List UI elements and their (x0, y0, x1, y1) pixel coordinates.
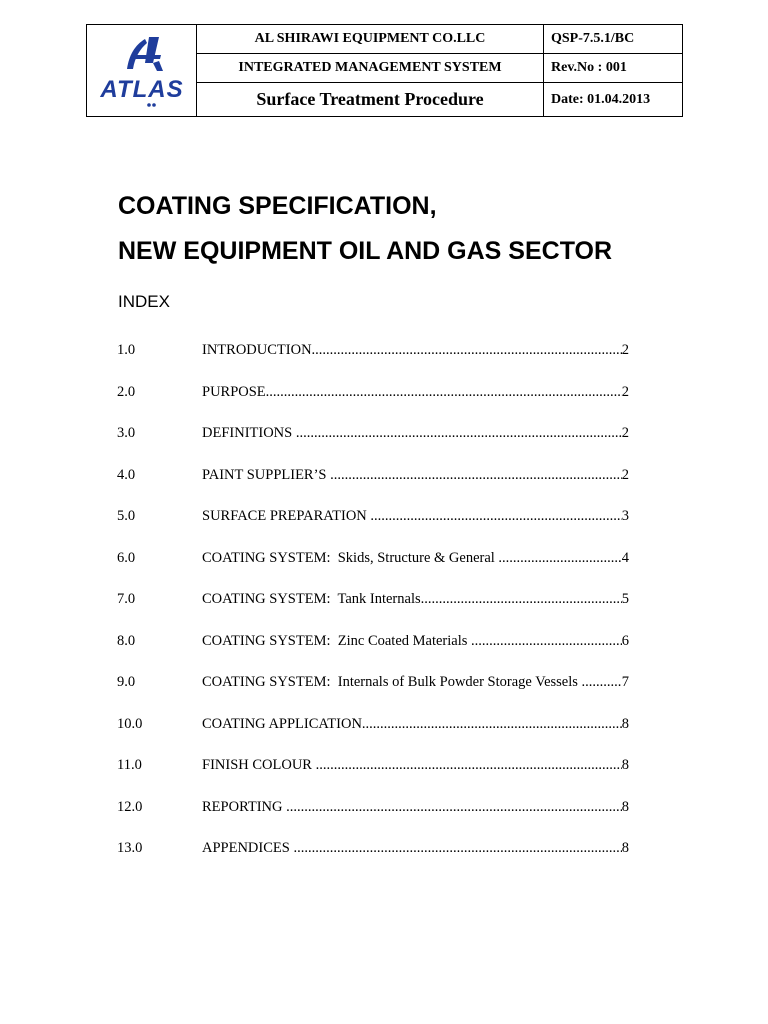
toc-number: 6.0 (117, 550, 136, 566)
toc-page-number: 7 (621, 674, 629, 690)
toc-title: COATING SYSTEM: Skids, Structure & General (202, 550, 499, 566)
toc-entry (202, 382, 629, 402)
toc-title: FINISH COLOUR (202, 757, 316, 773)
document-code: QSP-7.5.1/BC (551, 31, 635, 46)
toc-item (117, 797, 629, 817)
toc-dot-leader (312, 340, 622, 360)
toc-dot-leader (498, 548, 621, 568)
toc-page-number: 2 (621, 342, 629, 358)
toc-item (117, 465, 629, 485)
logo-cell (87, 25, 197, 116)
toc-number: 9.0 (117, 674, 136, 690)
company-name: AL SHIRAWI EQUIPMENT CO.LLC (197, 25, 544, 53)
toc-item (117, 548, 629, 568)
management-system: INTEGRATED MANAGEMENT SYSTEM (197, 54, 544, 82)
logo-wordmark: ATLAS (100, 76, 184, 103)
document-title-line2: NEW EQUIPMENT OIL AND GAS SECTOR (118, 237, 613, 265)
toc-title: REPORTING (202, 799, 287, 815)
toc-dot-leader (471, 631, 622, 651)
toc-dot-leader (582, 672, 622, 692)
document-date: Date: 01.04.2013 (551, 91, 651, 107)
toc-dot-leader (266, 382, 622, 402)
toc-entry (202, 714, 629, 734)
toc-page-number: 8 (621, 799, 629, 815)
toc-number: 4.0 (117, 467, 136, 483)
toc-title: COATING SYSTEM: Zinc Coated Materials (202, 633, 472, 649)
toc-entry (202, 340, 629, 360)
toc-page-number: 2 (621, 384, 629, 400)
atlas-logo-icon (87, 25, 197, 116)
toc-entry (202, 465, 629, 485)
toc-title: PURPOSE (202, 384, 266, 400)
procedure-title: Surface Treatment Procedure (197, 83, 544, 116)
toc-dot-leader (296, 423, 622, 443)
toc-entry (202, 631, 629, 651)
toc-item (117, 714, 629, 734)
toc-dot-leader (286, 797, 622, 817)
toc-dot-leader (421, 589, 622, 609)
toc-entry (202, 755, 629, 775)
toc-number: 13.0 (117, 840, 143, 856)
toc-item (117, 755, 629, 775)
toc-title: COATING SYSTEM: Internals of Bulk Powder Storage Vessels (202, 674, 582, 690)
toc-page-number: 4 (621, 550, 629, 566)
toc-title: INTRODUCTION (202, 342, 312, 358)
toc-title: COATING APPLICATION (202, 716, 362, 732)
toc-entry (202, 548, 629, 568)
toc-page-number: 6 (621, 633, 629, 649)
toc-page-number: 2 (621, 467, 629, 483)
toc-dot-leader (362, 714, 622, 734)
toc-item (117, 506, 629, 526)
toc-title: COATING SYSTEM: Tank Internals (202, 591, 421, 607)
toc-entry (202, 423, 629, 443)
toc-number: 12.0 (117, 799, 143, 815)
toc-title: PAINT SUPPLIER’S (202, 467, 331, 483)
toc-entry (202, 838, 629, 858)
toc-dot-leader (316, 755, 622, 775)
toc-number: 3.0 (117, 425, 136, 441)
toc-number: 5.0 (117, 508, 136, 524)
toc-page-number: 8 (621, 840, 629, 856)
toc-entry (202, 672, 629, 692)
toc-item (117, 589, 629, 609)
toc-number: 11.0 (117, 757, 142, 773)
toc-item (117, 382, 629, 402)
toc-number: 7.0 (117, 591, 136, 607)
toc-title: SURFACE PREPARATION (202, 508, 371, 524)
toc-entry (202, 506, 629, 526)
toc-number: 2.0 (117, 384, 136, 400)
toc-item (117, 340, 629, 360)
toc-item (117, 672, 629, 692)
toc-page-number: 8 (621, 716, 629, 732)
toc-number: 8.0 (117, 633, 136, 649)
toc-entry (202, 797, 629, 817)
header-row-company (197, 25, 682, 54)
header-row-procedure (197, 83, 682, 116)
toc-number: 1.0 (117, 342, 136, 358)
toc-page-number: 8 (621, 757, 629, 773)
toc-number: 10.0 (117, 716, 143, 732)
toc-dot-leader (370, 506, 621, 526)
toc-page-number: 5 (621, 591, 629, 607)
index-heading: INDEX (118, 292, 170, 311)
revision-number: Rev.No : 001 (551, 60, 627, 75)
toc-title: APPENDICES (202, 840, 294, 856)
header-row-system (197, 54, 682, 83)
toc-item (117, 423, 629, 443)
toc-dot-leader (293, 838, 621, 858)
document-title-line1: COATING SPECIFICATION, (118, 192, 437, 220)
toc-item (117, 838, 629, 858)
toc-title: DEFINITIONS (202, 425, 296, 441)
toc-page-number: 3 (621, 508, 629, 524)
toc-item (117, 631, 629, 651)
toc-entry (202, 589, 629, 609)
toc-page-number: 2 (621, 425, 629, 441)
document-header (86, 24, 683, 117)
toc-dot-leader (330, 465, 622, 485)
